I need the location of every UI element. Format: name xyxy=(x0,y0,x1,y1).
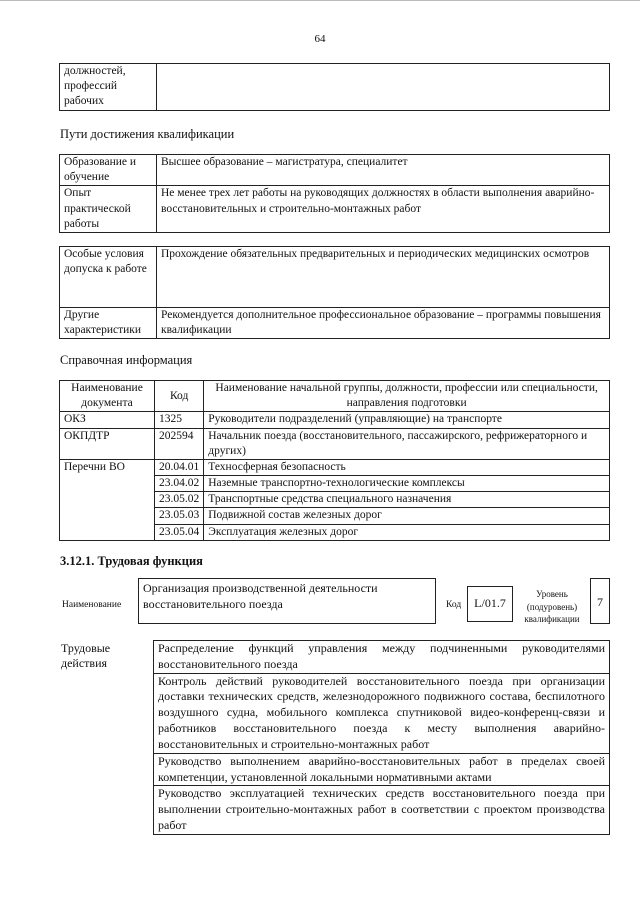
table-row xyxy=(60,308,610,339)
reference-heading: Справочная информация xyxy=(60,353,193,367)
cell-name: Подвижной состав железных дорог xyxy=(204,508,610,524)
cell-name: Транспортные средства специального назначения xyxy=(204,492,610,508)
action-item: Руководство эксплуатацией технических средств восстановительного поезда при выполнении строительно-монтажных работ в соответствии с проектом производства работ xyxy=(154,786,610,834)
cell-name: Руководители подразделений (управляющие) на транспорте xyxy=(204,412,610,428)
cell-code: 23.05.03 xyxy=(155,508,204,524)
page-top-border xyxy=(0,0,640,1)
function-name-value: Организация производственной деятельности восстановительного поезда xyxy=(143,581,378,611)
action-item: Контроль действий руководителей восстановительного поезда при организации доставки технических средств, железнодорожного подвижного состава, беспилотного воздушного судна, мобильного комплекса спутниковой видео-конференц-связи и работников восстановительного поезда к месту выполнения аварийно-восстановительных и строительно-монтажных работ xyxy=(154,673,610,753)
code-box xyxy=(467,586,513,622)
level-box xyxy=(590,578,610,624)
name-label: Наименование xyxy=(62,600,122,610)
table-row xyxy=(60,459,610,475)
cell-code: 202594 xyxy=(155,428,204,459)
cell-name: Наземные транспортно-технологические комплексы xyxy=(204,476,610,492)
cell-name: Эксплуатация железных дорог xyxy=(204,524,610,540)
experience-value: Не менее трех лет работы на руководящих должностях в области выполнения аварийно-восстановительных и строительно-монтажных работ xyxy=(157,186,610,233)
conditions-label: Особые условия допуска к работе xyxy=(60,247,157,308)
cell-code: 23.05.02 xyxy=(155,492,204,508)
table-header-row xyxy=(60,381,610,412)
education-table xyxy=(59,154,610,233)
top-table-label: должностей, профессий рабочих xyxy=(60,64,157,111)
paths-heading: Пути достижения квалификации xyxy=(60,127,235,141)
education-label: Образование и обучение xyxy=(60,155,157,186)
top-table-value xyxy=(157,64,610,111)
table-row xyxy=(60,155,610,186)
function-heading: 3.12.1. Трудовая функция xyxy=(60,554,203,568)
table-row xyxy=(60,412,610,428)
page-number: 64 xyxy=(314,33,326,45)
cell-code: 1325 xyxy=(155,412,204,428)
cell-name: Техносферная безопасность xyxy=(204,459,610,475)
cell-doc: ОКПДТР xyxy=(60,428,155,459)
code-value: L/01.7 xyxy=(474,596,506,610)
cell-doc: ОКЗ xyxy=(60,412,155,428)
table-row xyxy=(60,64,610,111)
top-table xyxy=(59,63,610,111)
other-value: Рекомендуется дополнительное профессиональное образование – программы повышения квалификации xyxy=(157,308,610,339)
cell-code: 23.04.02 xyxy=(155,476,204,492)
cell-code: 23.05.04 xyxy=(155,524,204,540)
cell-code: 20.04.01 xyxy=(155,459,204,475)
header-document: Наименование документа xyxy=(60,381,155,412)
code-label: Код xyxy=(446,600,462,610)
reference-table xyxy=(59,380,610,541)
other-label: Другие характеристики xyxy=(60,308,157,339)
actions-table xyxy=(59,640,610,835)
conditions-value: Прохождение обязательных предварительных и периодических медицинских осмотров xyxy=(157,247,610,308)
level-value: 7 xyxy=(597,595,603,609)
education-value: Высшее образование – магистратура, специалитет xyxy=(157,155,610,186)
function-name-box xyxy=(138,578,436,624)
cell-name: Начальник поезда (восстановительного, пассажирского, рефрижераторного и других) xyxy=(204,428,610,459)
table-row xyxy=(59,641,610,674)
action-item: Руководство выполнением аварийно-восстановительных работ в пределах своей компетенции, установленной локальными нормативными актами xyxy=(154,753,610,786)
action-item: Распределение функций управления между подчиненными руководителями восстановительного поезда xyxy=(154,641,610,674)
actions-label: Трудовые действия xyxy=(61,640,111,671)
level-label: Уровень (подуровень) квалификации xyxy=(524,589,580,625)
cell-doc: Перечни ВО xyxy=(60,459,155,540)
header-name: Наименование начальной группы, должности, профессии или специальности, направления подготовки xyxy=(204,381,610,412)
table-row xyxy=(60,186,610,233)
table-row xyxy=(60,428,610,459)
table-row xyxy=(60,247,610,308)
experience-label: Опыт практической работы xyxy=(60,186,157,233)
conditions-table xyxy=(59,246,610,339)
header-code: Код xyxy=(155,381,204,412)
